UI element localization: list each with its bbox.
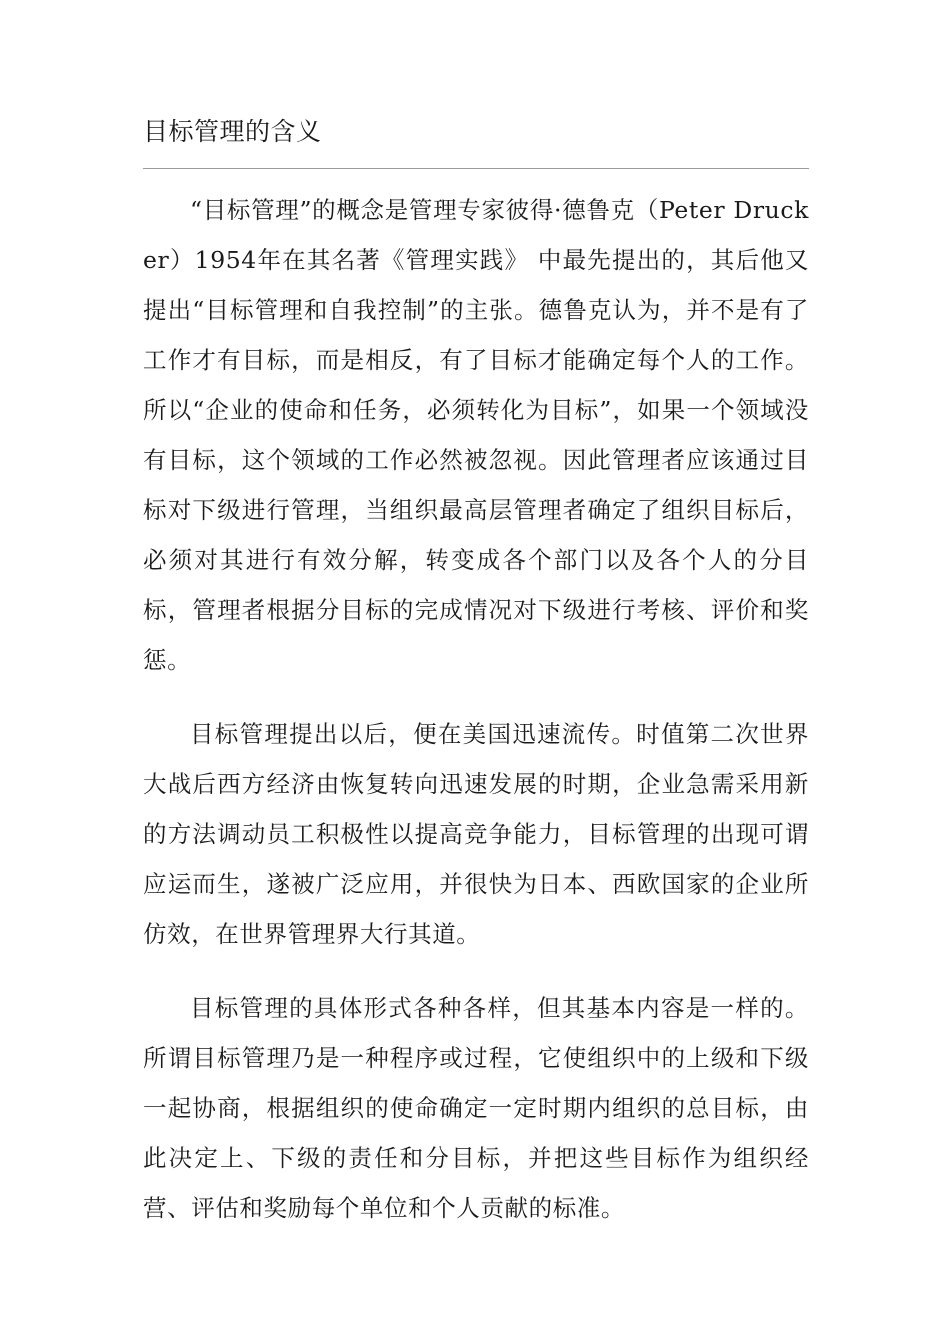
paragraph-2: 目标管理提出以后，便在美国迅速流传。时值第二次世界大战后西方经济由恢复转向迅速发展的时期，企业急需采用新的方法调动员工积极性以提高竞争能力，目标管理的出现可谓应运而生，遂被广泛应用，并很快为日本、西欧国家的企业所仿效，在世界管理界大行其道。 [143,720,809,948]
paragraph-1: “目标管理”的概念是管理专家彼得·德鲁克（Peter Drucker）1954年在其名著《管理实践》 中最先提出的，其后他又提出“目标管理和自我控制”的主张。德鲁克认为，并不是有了工作才有目标，而是相反，有了目标才能确定每个人的工作。所以“企业的使命和任务，必须转化为目标”，如果一个领域没有目标，这个领域的工作必然被忽视。因此管理者应该通过目标对下级进行管理，当组织最高层管理者确定了组织目标后，必须对其进行有效分解，转变成各个部门以及各个人的分目标，管理者根据分目标的完成情况对下级进行考核、评价和奖惩。 [143,196,809,674]
header-divider [143,168,809,169]
page-header [143,112,809,152]
header-title: 目标管理的含义 [143,117,322,146]
body-text [143,185,809,1257]
paragraph-3: 目标管理的具体形式各种各样，但其基本内容是一样的。所谓目标管理乃是一种程序或过程，它使组织中的上级和下级一起协商，根据组织的使命确定一定时期内组织的总目标，由此决定上、下级的责任和分目标，并把这些目标作为组织经营、评估和奖励每个单位和个人贡献的标准。 [143,994,809,1222]
